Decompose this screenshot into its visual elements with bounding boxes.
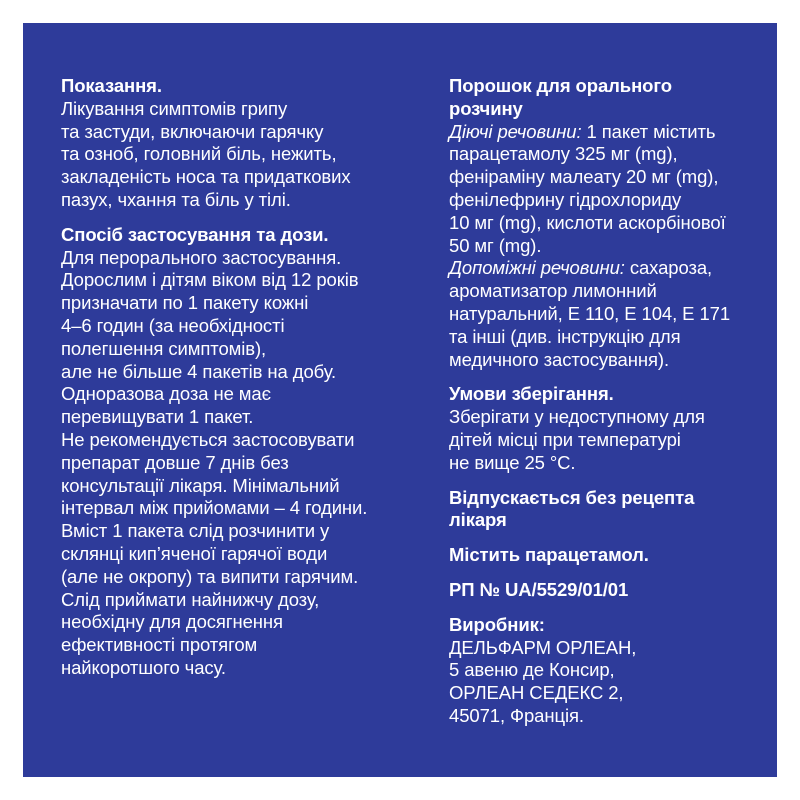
otc-section [449, 487, 769, 533]
dosage-line: ефективності протягом [61, 634, 258, 656]
contains-paracetamol-text: Містить парацетамол. [449, 544, 649, 566]
composition-heading: Порошок для орального [449, 75, 672, 96]
active-substances-line: феніраміну малеату 20 мг (mg), [449, 166, 719, 188]
excipients-text: сахароза, [624, 257, 713, 279]
left-column [61, 75, 381, 692]
indications-heading: Показання. [61, 75, 162, 96]
storage-line: не вище 25 °С. [449, 451, 576, 473]
dosage-line: Вміст 1 пакета слід розчинити у [61, 520, 330, 542]
excipients-line: та інші (див. інструкцію для [449, 325, 681, 347]
dosage-line: полегшення симптомів), [61, 337, 267, 359]
composition-section [449, 75, 769, 371]
excipients-line [449, 257, 769, 280]
dosage-line: але не більше 4 пакетів на добу. [61, 360, 337, 382]
dosage-line: склянці кип’яченої гарячої води [61, 542, 328, 564]
registration-section [449, 579, 769, 602]
indications-section [61, 75, 381, 212]
excipients-line: натуральний, Е 110, Е 104, Е 171 [449, 302, 731, 324]
dosage-line: препарат довше 7 днів без [61, 451, 289, 473]
active-substances-line: парацетамолу 325 мг (mg), [449, 143, 678, 165]
manufacturer-section [449, 614, 769, 728]
manufacturer-line: ДЕЛЬФАРМ ОРЛЕАН, [449, 636, 637, 658]
active-substances-line: 50 мг (mg). [449, 234, 542, 256]
package-panel [23, 23, 777, 777]
dosage-heading: Спосіб застосування та дози. [61, 223, 329, 245]
otc-text: Відпускається без рецепта [449, 486, 695, 508]
active-substances-line: 10 мг (mg), кислоти аскорбінової [449, 211, 726, 233]
manufacturer-line: ОРЛЕАН СЕДЕКС 2, [449, 682, 624, 704]
dosage-line: Слід приймати найнижчу дозу, [61, 588, 320, 610]
dosage-line: Для перорального застосування. [61, 246, 342, 268]
storage-line: дітей місці при температурі [449, 428, 681, 450]
indications-line: Лікування симптомів грипу [61, 97, 288, 119]
active-substances-line: фенілефрину гідрохлориду [449, 188, 682, 210]
active-substances-text: 1 пакет містить [581, 120, 716, 142]
dosage-line: найкоротшого часу. [61, 656, 226, 678]
indications-line: пазух, чхання та біль у тілі. [61, 188, 291, 210]
dosage-line: призначати по 1 пакету кожні [61, 292, 309, 314]
otc-text: лікаря [449, 509, 507, 531]
manufacturer-line: 5 авеню де Консир, [449, 659, 615, 681]
dosage-line: консультації лікаря. Мінімальний [61, 474, 340, 496]
composition-heading: розчину [449, 97, 523, 119]
registration-number: РП № UA/5529/01/01 [449, 578, 629, 600]
contains-section [449, 544, 769, 567]
dosage-line: інтервал між прийомами – 4 години. [61, 497, 368, 519]
dosage-line: необхідну для досягнення [61, 611, 283, 633]
indications-line: закладеність носа та придаткових [61, 166, 351, 188]
storage-section [449, 383, 769, 474]
dosage-section [61, 224, 381, 680]
indications-line: та озноб, головний біль, нежить, [61, 143, 337, 165]
excipients-line: ароматизатор лимонний [449, 280, 657, 302]
storage-heading: Умови зберігання. [449, 383, 614, 405]
excipients-label: Допоміжні речовини: [449, 257, 625, 279]
indications-line: та застуди, включаючи гарячку [61, 120, 324, 142]
excipients-line: медичного застосування). [449, 348, 669, 370]
dosage-line: Дорослим і дітям віком від 12 років [61, 269, 359, 291]
dosage-line: Не рекомендується застосовувати [61, 428, 355, 450]
active-substances-line [449, 121, 769, 144]
dosage-line: Одноразова доза не має [61, 383, 271, 405]
active-substances-label: Діючі речовини: [449, 120, 582, 142]
right-column [449, 75, 769, 740]
dosage-line: перевищувати 1 пакет. [61, 406, 254, 428]
manufacturer-line: 45071, Франція. [449, 704, 584, 726]
manufacturer-heading: Виробник: [449, 613, 545, 635]
storage-line: Зберігати у недоступному для [449, 406, 705, 428]
dosage-line: (але не окропу) та випити гарячим. [61, 565, 359, 587]
dosage-line: 4–6 годин (за необхідності [61, 314, 285, 336]
